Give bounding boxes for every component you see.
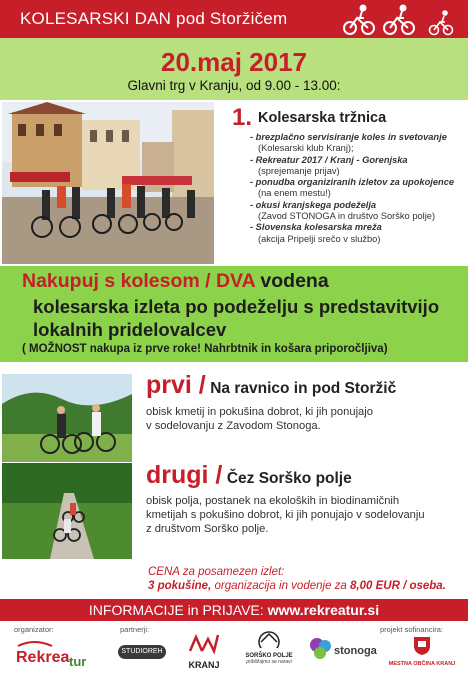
section-title: Kolesarska tržnica [258, 110, 387, 126]
list-item: - ponudba organiziranih izletov za upokojence (na enem mestu!) [250, 177, 455, 199]
price-info: CENA za posamezen izlet: 3 pokušine, organizacija in vodenje za 8,00 EUR / oseba. [148, 566, 446, 592]
header-bar [0, 0, 468, 38]
list-item: - brezplačno servisiranje koles in svetovanje (Kolesarski klub Kranj); [250, 132, 447, 154]
trip1-heading: prvi / Na ravnico in pod Storžič [146, 371, 397, 399]
cyclist-icon [344, 6, 374, 35]
studio-reh-logo: STUDIOREH [118, 645, 166, 659]
trip2-description: obisk polja, postanek na ekoloških in biodinamičnih kmetijah s pokušino dobrot, ki jih ponujajo v sodelovanju z društvom Sorško polje. [146, 495, 425, 535]
event-date: 20.maj 2017 [160, 47, 307, 77]
list-item: - Slovenska kolesarska mreža (akcija Pripelji srečo v službo) [250, 222, 382, 244]
info-line: INFORMACIJE in PRIJAVE: www.rekreatur.si [88, 602, 380, 618]
organizer-label: organizator: [14, 625, 54, 634]
stonoga-logo: stonoga [308, 636, 374, 666]
section-number: 1. [232, 104, 253, 131]
cyclist-icon [430, 11, 453, 35]
promo-note: ( MOŽNOST nakupa iz prve roke! Nahrbtnik in košara priporočljiva) [22, 343, 388, 355]
partners-label: partnerji: [120, 625, 150, 634]
market-activities-list [250, 132, 465, 245]
trip2-heading: drugi / Čez Sorško polje [146, 461, 352, 489]
promo-line: lokalnih pridelovalcev [33, 319, 227, 340]
trip1-photo [2, 374, 132, 462]
cyclist-icon [384, 6, 414, 35]
rekreatur-logo [14, 640, 90, 668]
svg-text:tur: tur [69, 654, 87, 668]
event-venue: Glavni trg v Kranju, od 9.00 - 13.00: [127, 78, 341, 93]
trip1-description: obisk kmetij in pokušina dobrot, ki jih ponujajo v sodelovanju z Zavodom Stonoga. [146, 406, 373, 432]
list-item: - okusi kranjskega podeželja (Zavod STONOGA in društvo Sorško polje) [250, 199, 436, 222]
kranj-logo: KRANJ [184, 633, 224, 669]
trip2-photo [2, 463, 132, 559]
svg-text:Rekrea: Rekrea [16, 649, 70, 666]
market-photo [2, 102, 214, 264]
website-link[interactable]: www.rekreatur.si [267, 602, 380, 618]
cofunder-label: projekt sofinancira: [380, 625, 443, 634]
list-item: - Rekreatur 2017 / Kranj - Gorenjska (sprejemanje prijav) [250, 154, 408, 176]
sorsko-polje-logo: SORŠKO POLJE približajmo se naravi [236, 630, 302, 670]
promo-line: kolesarska izleta po podeželju s predstavitvijo [33, 296, 440, 317]
page-title: KOLESARSKI DAN pod Storžičem [20, 9, 288, 28]
mestna-obcina-kranj-logo: MESTNA OBČINA KRANJ [382, 636, 462, 670]
promo-headline: Nakupuj s kolesom / DVA vodena [22, 270, 329, 292]
cyclists-graphic [340, 3, 460, 37]
